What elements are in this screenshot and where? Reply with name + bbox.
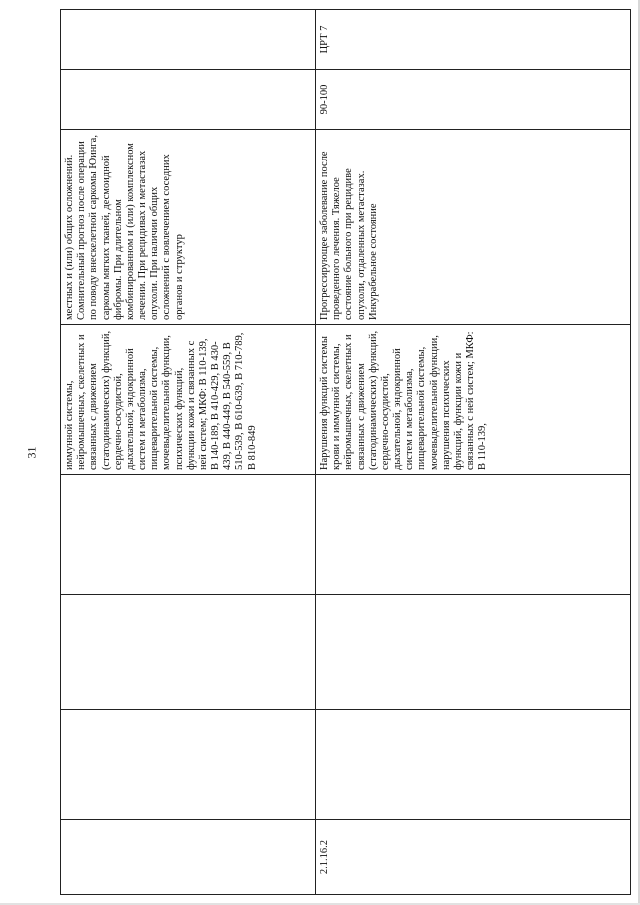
table-row [61, 10, 316, 895]
disability-criteria-table [60, 9, 631, 895]
row-code: 2.1.16.2 [316, 820, 631, 895]
row-cell [316, 475, 631, 595]
rotated-table [60, 10, 630, 895]
row-cell [61, 595, 316, 710]
row-cell [61, 710, 316, 820]
row-group: ЦРТ 7 [316, 10, 631, 70]
row-cell [316, 710, 631, 820]
row-percent: 90-100 [316, 70, 631, 130]
row-code [61, 820, 316, 895]
row-cell [316, 595, 631, 710]
row-group [61, 10, 316, 70]
table-row [316, 10, 631, 895]
row-disorders: иммунной системы, нейромышечных, скелетных и связанных с движением (статодинамических) функций, сердечно-сосудистой, дыхательной, эндокринной систем и метаболизма, пищеварительной системы, мочевыделительной функции, психических функций, функции кожи и связанных с ней систем; МКФ: B 110-139, B 140-189, B 410-429, B 430-439, B 440-449, B 540-559, B 510-539, B 610-639, B 710-789, B 810-849 [61, 325, 316, 475]
row-percent [61, 70, 316, 130]
row-cell [61, 475, 316, 595]
row-condition: Прогрессирующее заболевание после проведенного лечения. Тяжелое состояние больного при рецидиве опухоли, отдаленных метастазах. Инкурабельное состояние [316, 130, 631, 325]
row-condition: местных и (или) общих осложнений. Сомнительный прогноз после операции по поводу внескелетной саркомы Юинга, саркомы мягких тканей, десмоидной фибромы. При длительном комбинированном и (или) комплексном лечении. При рецидивах и метастазах опухоли. При наличии общих осложнений с вовлечением соседних органов и структур [61, 130, 316, 325]
row-disorders: Нарушения функций системы крови и иммунной системы, нейромышечных, скелетных и связанных с движением (статодинамических) функций, сердечно-сосудистой, дыхательной, эндокринной систем и метаболизма, пищеварительной системы, мочевыделительной функции, нарушения психических функций, функции кожи и связанных с ней систем; МКФ: B 110-139, [316, 325, 631, 475]
page-number: 31 [24, 446, 39, 459]
